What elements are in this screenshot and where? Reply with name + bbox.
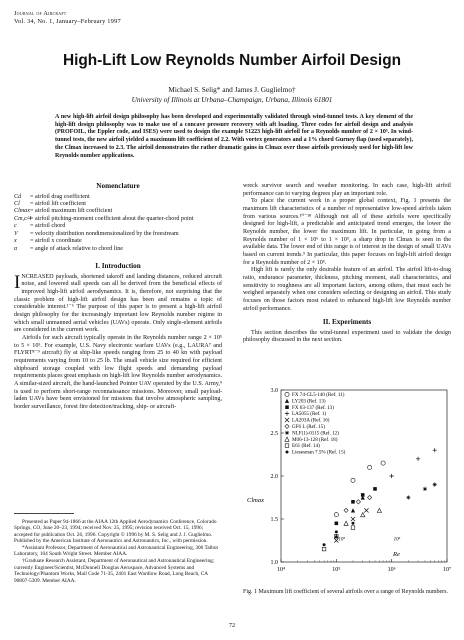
legend-label: LA5055 (Ref. 1) <box>292 411 327 418</box>
right-paragraph-2: To place the current work in a proper global context, Fig. 1 presents the maximum lift characteristics of a number of representative low-speed airfoils taken from various sources.¹⁰⁻¹⁸ Although not all of these airfoils were specifically designed for high-lift, a predictable and anticipated trend emerges, the lower the Reynolds number, the lower the maximum lift. In particular, in going from a Reynolds number of 1 × 10⁶ to 1 × 10⁵, a sharp drop in Clmax is seen in the available data. The lower end of this range is of interest in the design of small UAVs based on current trends.⁹ In particular, this paper focuses on high-lift airfoil design for a Reynolds number of 2 × 10⁵. <box>243 198 451 266</box>
legend-marker <box>285 437 289 441</box>
data-point <box>356 500 360 504</box>
legend-marker <box>285 418 289 422</box>
nomenclature-row <box>14 246 222 253</box>
journal-header <box>14 10 121 26</box>
footnotes <box>14 513 222 584</box>
legend-label: FX 63-137 (Ref. 13) <box>292 404 334 411</box>
plot-annotation: 10⁵ <box>338 537 346 543</box>
data-point <box>335 522 339 526</box>
x-tick-label: 10⁷ <box>442 567 452 573</box>
data-point <box>344 521 348 525</box>
y-axis-label: Clmax <box>247 496 264 504</box>
nomenclature-section <box>14 183 222 253</box>
footnote-author-2: †Graduate Research Assistant, Department of Aeronautical and Astronautical Engineering; currently Engineer/Scientist, McDonnell Douglas Aerospace, Advanced Systems and Technology/Phantom Works, Mail Code 71-35, 2401 East Wardlow Road, Long Beach, CA 90807-5309. Member AIAA. <box>14 558 215 584</box>
journal-issue: Vol. 34, No. 1, January–February 1997 <box>14 18 121 25</box>
nomenclature-definition: = airfoil drag coefficient <box>30 193 90 200</box>
data-point <box>351 478 355 482</box>
figure-caption: Fig. 1 Maximum lift coefficient of several airfoils over a range of Reynolds numbers. <box>243 589 449 595</box>
data-point <box>433 483 437 487</box>
introduction-section <box>14 263 222 411</box>
legend-label: LY203 (Ref. 13) <box>292 398 326 405</box>
legend-marker <box>285 405 289 409</box>
legend-label: Liesesman 7.5% (Ref. 15) <box>292 449 346 456</box>
legend-marker <box>285 444 289 448</box>
nomenclature-symbol: c <box>14 223 17 230</box>
figure-1-chart <box>243 384 453 588</box>
footnote-presented: Presented as Paper 94-1866 at the AIAA 12th Applied Aerodynamics Conference, Colorado Springs, CO, June 20–23, 1994; received Nov. 25, 1995; revision received Oct. 15, 1996; accepted for publication Oct. 26, 1996. Copyright © 1996 by M. S. Selig and J. J. Guglielmo. Published by the American Institute of Aeronautics and Astronautics, Inc., with permission. <box>14 518 217 545</box>
nomenclature-definition: = angle of attack relative to chord line <box>30 245 123 252</box>
experiments-paragraph: This section describes the wind-tunnel experiment used to validate the design philosophy discussed in the next section. <box>243 329 451 344</box>
nomenclature-definition: = airfoil lift coefficient <box>30 201 86 208</box>
data-point <box>351 500 355 504</box>
footnote-author-1: *Assistant Professor, Department of Aeronautical and Astronautical Engineering, 306 Talbot Laboratory, 104 South Wright Street. Member AIAA. <box>14 544 218 558</box>
experiments-heading: II. Experiments <box>322 318 372 327</box>
legend-marker <box>285 399 289 403</box>
plot-annotation: 10⁶ <box>393 537 401 543</box>
data-point <box>433 448 437 452</box>
y-tick-label: 1.5 <box>270 517 278 523</box>
data-point <box>423 487 427 491</box>
y-tick-label: 2.5 <box>270 431 278 437</box>
right-paragraph-3: High lift is rarely the only desirable feature of an airfoil. The airfoil lift-to-drag ratio, endurance parameter, thickness, pitching moment, stall characteristics, and sensitivity to roughness are all important factors, among others, that must each be weighed separately when one considers selecting or designing an airfoil. This study focuses on those factors most related to enhanced high-lift low Reynolds number airfoil performance. <box>243 267 451 312</box>
data-point <box>361 493 365 497</box>
nomenclature-symbol: Clmax <box>14 208 30 215</box>
nomenclature-list <box>14 194 222 253</box>
data-point <box>323 543 326 546</box>
data-point <box>351 526 355 530</box>
legend-label: LA203A (Ref. 16) <box>292 417 330 424</box>
legend-label: GF6 L (Ref. 15) <box>292 424 325 430</box>
intro-paragraph-2: Airfoils for such aircraft typically operate in the Reynolds number range 2 × 10⁵ to 5 × 10⁵. For example, U.S. Navy electronic warfare UAVs (e.g., LAURA⁷ and FLYRT⁸⁻⁹ aircraft) fly at ship-like speeds ranging from 25 to 40 kn with payload requirements varying from 10 to 25 lb. The small vehicle size required for efficient shipboard storage coupled with low flight speeds and demanding payload requirements places great emphasis on high-lift low Reynolds number aerodynamics. A similar-sized aircraft, the hand-launched Pointer UAV operated by the U.S. Army,⁹ is used to perform short-range reconnaissance missions. Moreover, small payload-laden UAVs have been envisioned for missions that involve atmospheric sampling, border surveillance, forest fire detection/tracking, ship- or aircraft- <box>14 334 222 410</box>
drop-cap: I <box>14 271 21 293</box>
authors: Michael S. Selig* and James J. Guglielmo† <box>168 85 296 94</box>
introduction-heading: I. Introduction <box>95 262 141 270</box>
right-paragraph-1: wreck survivor search and weather monitoring. In each case, high-lift airfoil performance can to varying degrees play an important role. <box>243 183 451 197</box>
nomenclature-symbol: α <box>14 245 18 252</box>
data-point <box>322 547 326 551</box>
legend-marker <box>285 431 289 435</box>
nomenclature-symbol: Cl <box>14 201 20 208</box>
legend-label: E61 (Ref. 14) <box>292 443 320 450</box>
data-point <box>390 474 394 478</box>
legend-label: NLF(1)-0115 (Ref. 12) <box>292 430 339 437</box>
nomenclature-heading: Nomenclature <box>96 182 140 190</box>
nomenclature-row <box>14 238 222 245</box>
affiliation: University of Illinois at Urbana–Champaign, Urbana, Illinois 61801 <box>131 95 333 104</box>
footnote-rule <box>14 513 74 514</box>
data-point <box>334 513 338 517</box>
data-point <box>381 461 385 465</box>
x-axis-label: Re <box>393 551 400 558</box>
data-point <box>351 522 354 525</box>
nomenclature-definition: = airfoil pitching-moment coefficient about the quarter-chord point <box>30 215 194 222</box>
data-point <box>368 465 372 469</box>
y-tick-label: 3.0 <box>270 388 278 394</box>
nomenclature-row <box>14 194 222 201</box>
nomenclature-symbol: V <box>14 230 18 237</box>
legend-label: FX 74-CL5-140 (Ref. 11) <box>292 392 345 398</box>
data-point <box>373 487 377 491</box>
data-point <box>406 495 410 499</box>
intro-paragraph-1: NCREASED payloads, shortened takeoff and landing distances, reduced aircraft noise, and lowered stall speeds can all be derived from the beneficial effects of improved high-lift airfoil aerodynamics. It is, therefore, not surprising that the classic problem of high-lift airfoil design has been and remains a topic of considerable interest.¹⁻⁶ The purpose of this paper is to present a high-lift airfoil design philosophy for the increasingly important low Reynolds number regime in which small unmanned aerial vehicles (UAVs) operate. Only single-element airfoils are considered in the current work. <box>14 273 222 334</box>
data-point <box>344 508 348 512</box>
legend-marker <box>286 451 289 454</box>
data-point <box>351 508 355 512</box>
x-tick-label: 10⁴ <box>276 567 286 573</box>
nomenclature-row <box>14 208 222 215</box>
nomenclature-definition: = airfoil x coordinate <box>30 238 82 245</box>
data-point <box>368 495 372 499</box>
nomenclature-symbol: Cm,c/4 <box>14 215 32 222</box>
nomenclature-definition: = airfoil maximum lift coefficient <box>30 208 113 215</box>
legend-marker <box>285 424 289 428</box>
data-point <box>364 508 368 512</box>
nomenclature-row <box>14 231 222 238</box>
data-point <box>377 508 381 512</box>
nomenclature-definition: = velocity distribution nondimensionalized by the freestream <box>30 230 179 237</box>
legend-label: M06-13-128 (Ref. 18) <box>292 436 338 443</box>
journal-name: Journal of Aircraft <box>14 10 67 17</box>
data-point <box>361 513 365 517</box>
legend-marker <box>285 392 289 396</box>
nomenclature-symbol: Cd <box>14 193 22 200</box>
y-tick-label: 2.0 <box>270 474 278 480</box>
data-point <box>351 517 355 521</box>
legend-marker <box>285 412 289 416</box>
data-point <box>335 530 338 533</box>
paper-title: High-Lift Low Reynolds Number Airfoil Design <box>62 52 402 69</box>
y-tick-label: 1.0 <box>270 560 278 566</box>
nomenclature-row <box>14 223 222 230</box>
nomenclature-definition: = airfoil chord <box>30 223 66 230</box>
data-point <box>334 534 338 538</box>
x-tick-label: 10⁵ <box>332 567 341 573</box>
abstract: A new high-lift airfoil design philosophy has been developed and experimentally validated through wind-tunnel tests. A key element of the high-lift design philosophy was to make use of a concave pressure recovery with aft loading. Three codes for airfoil design and analysis (PROFOIL, the Eppler code, and ISES) were used to design the example S1223 high-lift airfoil for a Reynolds number of 2 × 10⁵. In wind-tunnel tests, the new airfoil yielded a maximum lift coefficient of 2.2. With vortex generators and a 1% chord Gurney flap (used separately), the Clmax increased to 2.3. The airfoil demonstrates the rather dramatic gains in Clmax over those airfoils previously used for high-lift low Reynolds number applications. <box>55 114 413 159</box>
nomenclature-symbol: x <box>14 238 17 245</box>
right-column-text <box>243 183 451 345</box>
page-number: 72 <box>228 622 236 629</box>
x-tick-label: 10⁶ <box>387 567 396 573</box>
data-point <box>416 457 420 461</box>
